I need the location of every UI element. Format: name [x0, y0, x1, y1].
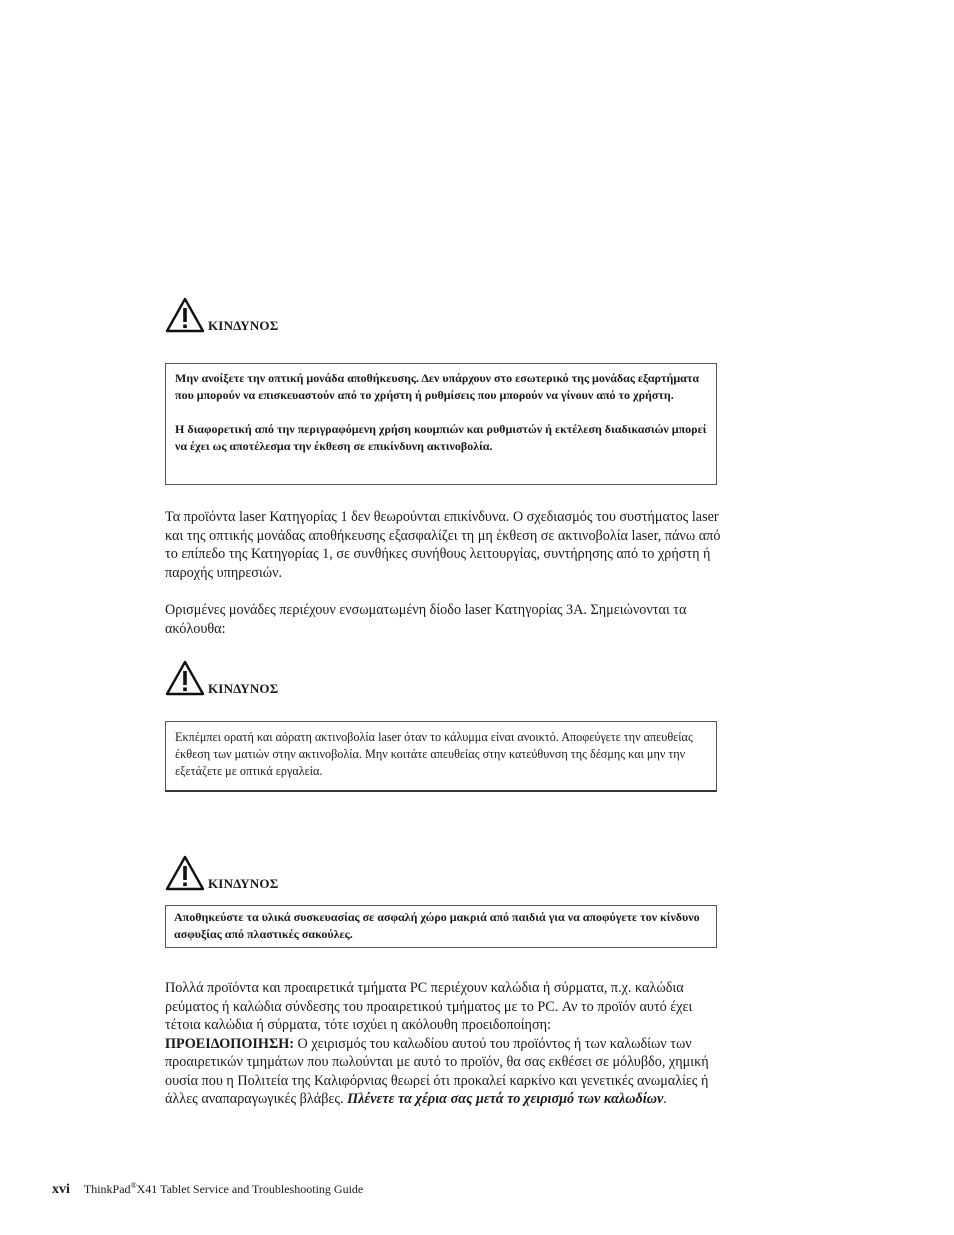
danger-box-2 — [165, 721, 717, 792]
danger-text-1a: Μην ανοίξετε την οπτική μονάδα αποθήκευσης. Δεν υπάρχουν στο εσωτερικό της μονάδας εξαρτήματα που μπορούν να επισκευαστούν από το χρήστη ή ρυθμίσεις που μπορούν να γίνουν από το χρήστη. — [175, 371, 700, 402]
danger-heading-2 — [165, 660, 465, 696]
warning-text: Ο χειρισμός του καλωδίου αυτού του προϊόντος ή των καλωδίων των προαιρετικών τμημάτων που πωλούνται με αυτό το προϊόν, θα σας εκθέσει σε μόλυβδο, χημική ουσία που η Πολιτεία της Καλιφόρνιας θεωρεί ότι προκαλεί καρκίνο και γενετικές ανωμαλίες ή άλλες αναπαραγωγικές βλάβες. — [165, 1035, 709, 1107]
warning-triangle-icon — [165, 660, 205, 696]
danger-text-2: Εκπέμπει ορατή και αόρατη ακτινοβολία laser όταν το κάλυμμα είναι ανοικτό. Αποφεύγετε την απευθείας έκθεση των ματιών στην ακτινοβολία. Μην κοιτάτε απευθείας στην κατεύθυνση της δέσμης και μην την εξετάζετε με οπτικά εργαλεία. — [175, 730, 693, 778]
footer-brand: ThinkPad — [83, 1182, 131, 1196]
danger-heading-3 — [165, 855, 465, 891]
danger-box-3 — [165, 905, 717, 948]
warning-label: ΠΡΟΕΙΔΟΠΟΙΗΣΗ: — [165, 1035, 294, 1052]
laser-class3a-paragraph: Ορισμένες μονάδες περιέχουν ενσωματωμένη δίοδο laser Κατηγορίας 3A. Σημειώνονται τα ακόλουθα: — [165, 602, 687, 637]
danger-text-1b: Η διαφορετική από την περιγραφόμενη χρήση κουμπιών και ρυθμιστών ή εκτέλεση διαδικασιών μπορεί να έχει ως αποτέλεσμα την έκθεση σε επικίνδυνη ακτινοβολία. — [175, 422, 707, 453]
page-number: xvi — [52, 1182, 70, 1197]
danger-box-1 — [165, 363, 717, 485]
page-footer — [52, 1181, 363, 1198]
danger-heading-1 — [165, 297, 465, 333]
registered-mark: ® — [130, 1181, 137, 1190]
cables-paragraph: Πολλά προϊόντα και προαιρετικά τμήματα PC περιέχουν καλώδια ή σύρματα, π.χ. καλώδια ρεύματος ή καλώδια σύνδεσης του προαιρετικού τμήματος με το PC. Αν το προϊόν αυτό έχει τέτοια καλώδια ή σύρματα, τότε ισχύει η ακόλουθη προειδοποίηση: ΠΡΟΕΙΔΟΠΟΙΗΣΗ: Ο χειρισμός του καλωδίου αυτού του προϊόντος ή των καλωδίων των προαιρετικών τμημάτων που πωλούνται με αυτό το προϊόν, θα σας εκθέσει σε μόλυβδο, χημική ουσία που η Πολιτεία της Καλιφόρνιας θεωρεί ότι προκαλεί καρκίνο και γενετικές ανωμαλίες ή άλλες αναπαραγωγικές βλάβες. Πλένετε τα χέρια σας μετά το χειρισμό των καλωδίων. — [165, 979, 725, 1109]
danger-label: ΚΙΝΔΥΝΟΣ — [208, 876, 279, 891]
danger-text-3: Αποθηκεύστε τα υλικά συσκευασίας σε ασφαλή χώρο μακριά από παιδιά για να αποφύγετε τον κίνδυνο ασφυξίας από πλαστικές σακούλες. — [174, 910, 700, 941]
warning-triangle-icon — [165, 855, 205, 891]
laser-class1-paragraph: Τα προϊόντα laser Κατηγορίας 1 δεν θεωρούνται επικίνδυνα. Ο σχεδιασμός του συστήματος laser και της οπτικής μονάδας αποθήκευσης εξασφαλίζει τη μη έκθεση σε ακτινοβολία laser, πάνω από το επίπεδο της Κατηγορίας 1, σε συνθήκες συνήθους λειτουργίας, συντήρησης από το χρήστη ή παροχής υπηρεσιών. — [165, 509, 721, 581]
footer-title: X41 Tablet Service and Troubleshooting Guide — [136, 1182, 364, 1196]
wash-hands-text: Πλένετε τα χέρια σας μετά το χειρισμό των καλωδίων — [347, 1091, 664, 1107]
danger-label: ΚΙΝΔΥΝΟΣ — [208, 318, 279, 333]
danger-label: ΚΙΝΔΥΝΟΣ — [208, 681, 279, 696]
warning-triangle-icon — [165, 297, 205, 333]
california-warning: ΠΡΟΕΙΔΟΠΟΙΗΣΗ: Ο χειρισμός του καλωδίου αυτού του προϊόντος ή των καλωδίων των προαιρετικών τμημάτων που πωλούνται με αυτό το προϊόν, θα σας εκθέσει σε μόλυβδο, χημική ουσία που η Πολιτεία της Καλιφόρνιας θεωρεί ότι προκαλεί καρκίνο και γενετικές ανωμαλίες ή άλλες αναπαραγωγικές βλάβες. Πλένετε τα χέρια σας μετά το χειρισμό των καλωδίων. — [165, 1035, 709, 1107]
